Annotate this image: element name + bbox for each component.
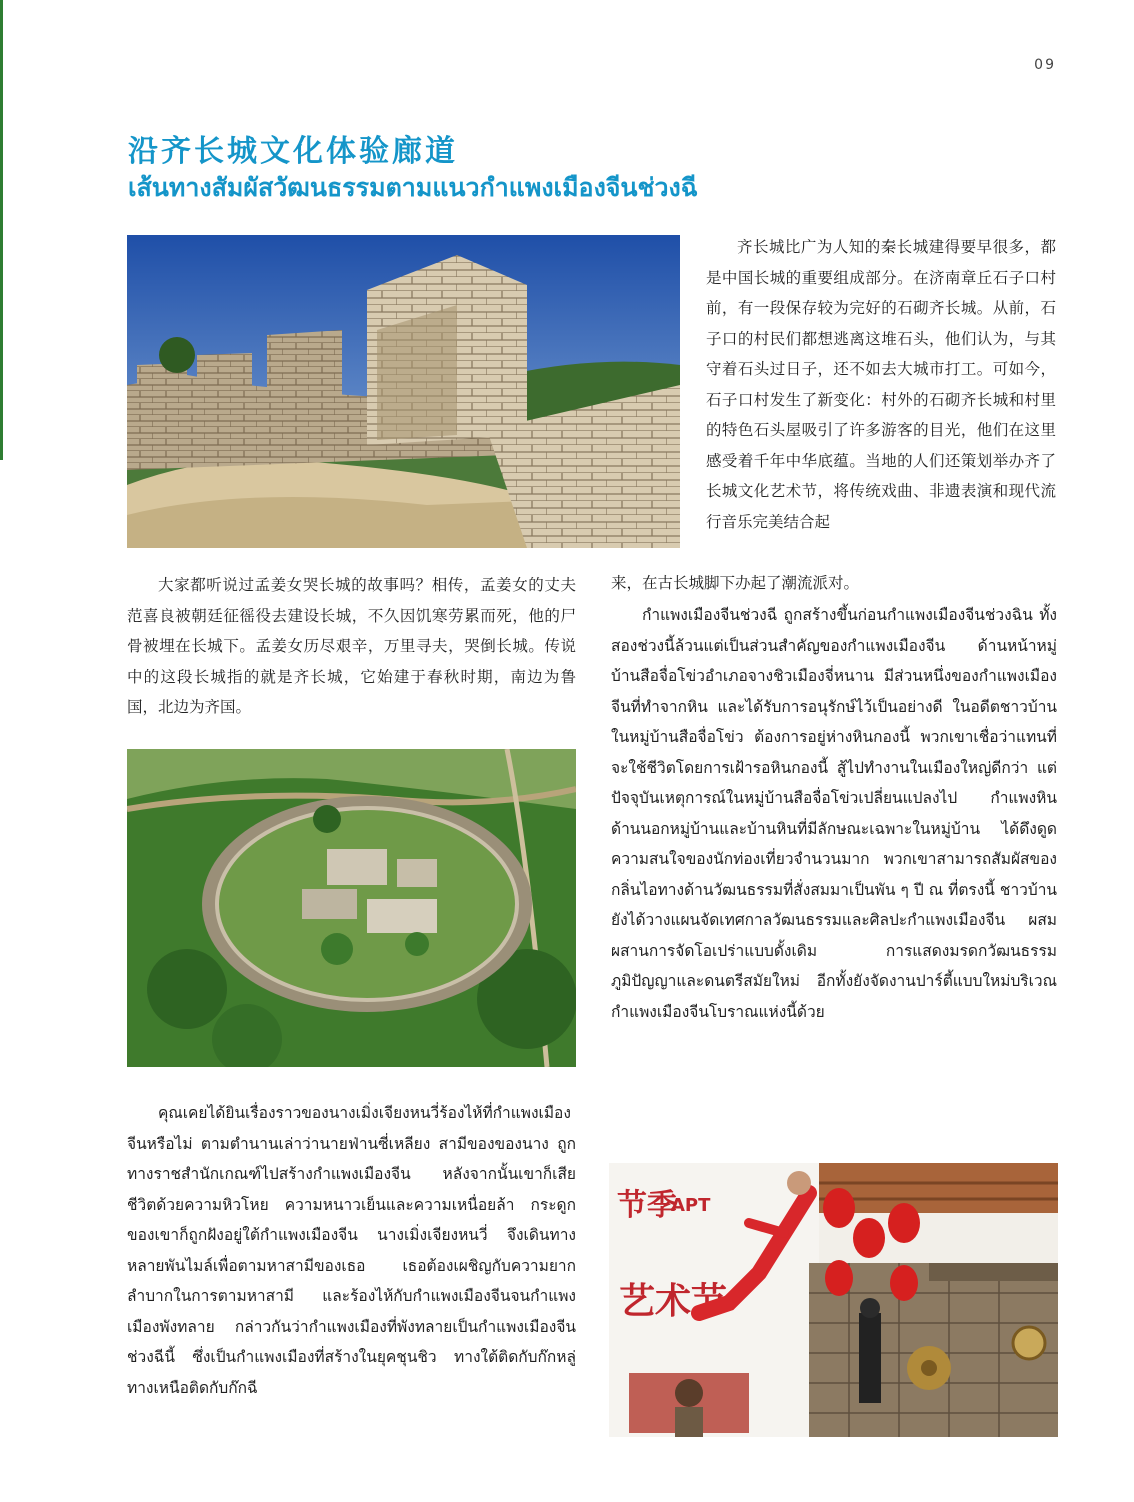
photo-aerial-circular-wall (127, 749, 576, 1067)
photo-festival-performance (609, 1163, 1058, 1437)
thai-paragraph-left: คุณเคยได้ยินเรื่องราวของนางเมิ่งเจียงหนวี่ร้องไห้ที่กำแพงเมืองจีนหรือไม่ ตามตำนานเล่าว่านายฟ่านซี่เหลียง สามีของของนาง ถูกทางราชสำนักเกณฑ์ไปสร้างกำแพงเมืองจีน หลังจากนั้นเขาก็เสียชีวิตด้วยความหิวโหย ความหนาวเย็นและความเหนื่อยล้า กระดูกของเขาก็ถูกฝังอยู่ใต้กำแพงเมืองจีน นางเมิ่งเจียงหนวี่ จึงเดินทางหลายพันไมล์เพื่อตามหาสามีของเธอ เธอต้องเผชิญกับความยากลำบากในการตามหาสามี และร้องไห้กับกำแพงเมืองจีนจนกำแพงเมืองพังทลาย กล่าวกันว่ากำแพงเมืองที่พังทลายเป็นกำแพงเมืองจีนช่วงฉีนี้ ซึ่งเป็นกำแพงเมืองที่สร้างในยุคชุนชิว ทางใต้ติดกับก๊กหลู่ ทางเหนือติดกับก๊กฉี (127, 1104, 576, 1397)
chinese-paragraph-right: 齐长城比广为人知的秦长城建得要早很多，都是中国长城的重要组成部分。在济南章丘石子口村前，有一段保存较为完好的石砌齐长城。从前，石子口的村民们都想逃离这堆石头，他们认为，与其守着石头过日子，还不如去大城市打工。可如今，石子口村发生了新变化：村外的石砌齐长城和村里的特色石头屋吸引了许多游客的目光，他们在这里感受着千年中华底蕴。当地的人们还策划举办齐了长城文化艺术节，将传统戏曲、非遗表演和现代流行音乐完美结合起 (706, 238, 1056, 531)
page-edge-bar (0, 0, 3, 460)
banner-text-top: 节季 (617, 1188, 677, 1223)
chinese-paragraph-left: 大家都听说过孟姜女哭长城的故事吗？相传，孟姜女的丈夫范喜良被朝廷征徭役去建设长城，不久因饥寒劳累而死，他的尸骨被埋在长城下。孟姜女历尽艰辛，万里寻夫，哭倒长城。传说中的这段长城指的就是齐长城，它始建于春秋时期，南边为鲁国，北边为齐国。 (127, 576, 576, 716)
photo-stone-wall-towers (127, 235, 680, 548)
thai-paragraph-right: กำแพงเมืองจีนช่วงฉี ถูกสร้างขึ้นก่อนกำแพงเมืองจีนช่วงฉิน ทั้งสองช่วงนี้ล้วนแต่เป็นส่วนสำคัญของกำแพงเมืองจีน ด้านหน้าหมู่บ้านสือจื่อโข่วอำเภอจางชิวเมืองจี่หนาน มีส่วนหนึ่งของกำแพงเมืองจีนที่ทำจากหิน และได้รับการอนุรักษ์ไว้เป็นอย่างดี ในอดีตชาวบ้านในหมู่บ้านสือจื่อโข่ว ต้องการอยู่ห่างหินกองนี้ พวกเขาเชื่อว่าแทนที่จะใช้ชีวิตโดยการเฝ้ารอหินกองนี้ สู้ไปทำงานในเมืองใหญ่ดีกว่า แต่ปัจจุบันเหตุการณ์ในหมู่บ้านสือจื่อโข่วเปลี่ยนแปลงไป กำแพงหินด้านนอกหมู่บ้านและบ้านหินที่มีลักษณะเฉพาะในหมู่บ้าน ได้ดึงดูดความสนใจของนักท่องเที่ยวจำนวนมาก พวกเขาสามารถสัมผัสของกลิ่นไอทางด้านวัฒนธรรมที่สั่งสมมาเป็นพัน ๆ ปี ณ ที่ตรงนี้ ชาวบ้านยังได้วางแผนจัดเทศกาลวัฒนธรรมและศิลปะกำแพงเมืองจีน ผสมผสานการจัดโอเปร่าแบบดั้งเดิม การแสดงมรดกวัฒนธรรมภูมิปัญญาและดนตรีสมัยใหม่ อีกทั้งยังจัดงานปาร์ตี้แบบใหม่บริเวณกำแพงเมืองจีนโบราณแห่งนี้ด้วย (611, 606, 1057, 1021)
banner-logo: APT (671, 1195, 711, 1216)
page-number: 09 (1034, 57, 1056, 73)
chinese-paragraph-right-end: 来，在古长城脚下办起了潮流派对。 (611, 574, 860, 592)
banner-text-main: 艺术节 (619, 1281, 728, 1322)
title-thai: เส้นทางสัมผัสวัฒนธรรมตามแนวกำแพงเมืองจีนช่วงฉี (128, 173, 698, 202)
title-chinese: 沿齐长城文化体验廊道 (128, 134, 458, 169)
